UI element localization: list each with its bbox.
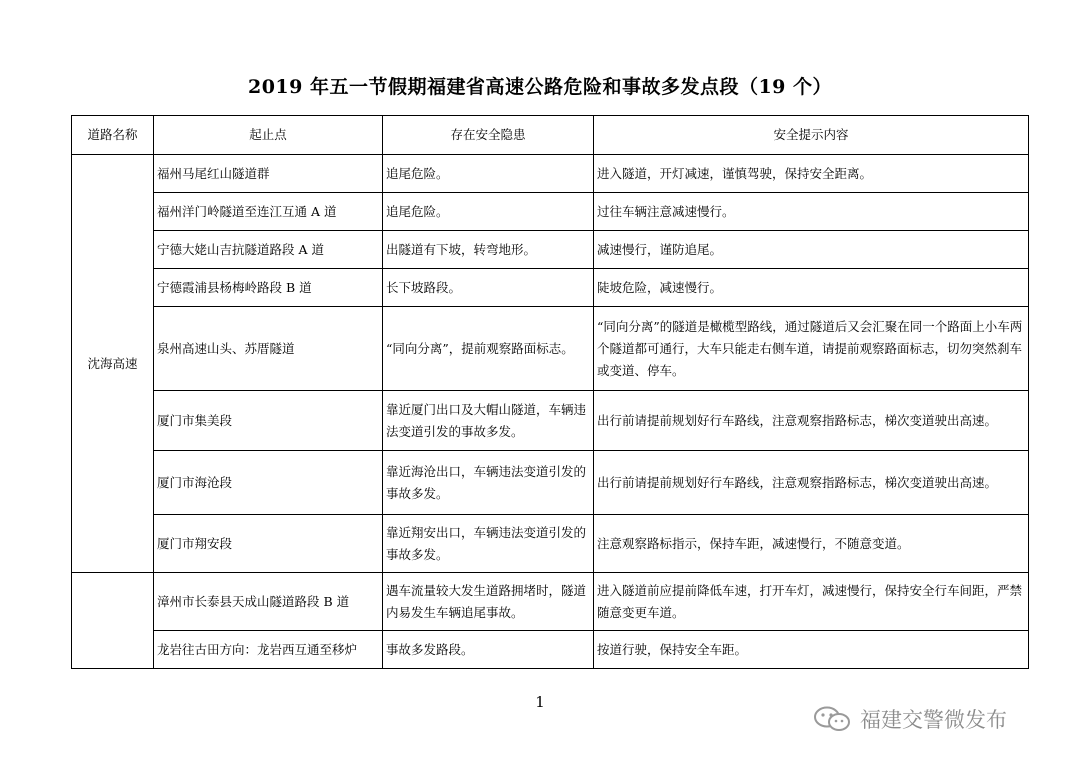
section-cell: 龙岩往古田方向：龙岩西互通至移炉	[154, 631, 383, 669]
section-cell: 宁德霞浦县杨梅岭路段 B 道	[154, 269, 383, 307]
tip-cell: 出行前请提前规划好行车路线，注意观察指路标志，梯次变道驶出高速。	[594, 391, 1029, 451]
hazard-cell: 长下坡路段。	[383, 269, 594, 307]
column-header-hazard: 存在安全隐患	[383, 116, 594, 155]
hazard-cell: 事故多发路段。	[383, 631, 594, 669]
watermark-text: 福建交警微发布	[860, 708, 1007, 732]
road-name-cell: 沈海高速	[72, 155, 154, 573]
hazard-cell: 靠近翔安出口，车辆违法变道引发的事故多发。	[383, 515, 594, 573]
table-row	[72, 231, 1029, 269]
document-title: 2019 年五一节假期福建省高速公路危险和事故多发点段（19 个）	[247, 76, 833, 98]
hazard-cell: 追尾危险。	[383, 193, 594, 231]
tip-cell: 进入隧道前应提前降低车速，打开车灯，减速慢行，保持安全行车间距，严禁随意变更车道。	[594, 573, 1029, 631]
hazard-table	[71, 115, 1029, 669]
table-row	[72, 269, 1029, 307]
hazard-cell: “同向分离”，提前观察路面标志。	[383, 307, 594, 391]
section-cell: 福州洋门岭隧道至连江互通 A 道	[154, 193, 383, 231]
tip-cell: “同向分离”的隧道是橄榄型路线，通过隧道后又会汇聚在同一个路面上小车两个隧道都可通行，大车只能走右侧车道，请提前观察路面标志，切勿突然刹车或变道、停车。	[594, 307, 1029, 391]
hazard-cell: 遇车流量较大发生道路拥堵时，隧道内易发生车辆追尾事故。	[383, 573, 594, 631]
wechat-watermark	[812, 704, 1007, 734]
section-cell: 福州马尾红山隧道群	[154, 155, 383, 193]
table-row	[72, 193, 1029, 231]
table-row	[72, 391, 1029, 451]
tip-cell: 陡坡危险，减速慢行。	[594, 269, 1029, 307]
hazard-cell: 出隧道有下坡，转弯地形。	[383, 231, 594, 269]
table-row	[72, 307, 1029, 391]
wechat-icon	[812, 705, 852, 733]
section-cell: 泉州高速山头、苏厝隧道	[154, 307, 383, 391]
section-cell: 厦门市集美段	[154, 391, 383, 451]
tip-cell: 按道行驶，保持安全车距。	[594, 631, 1029, 669]
table-row	[72, 451, 1029, 515]
hazard-cell: 靠近厦门出口及大帽山隧道，车辆违法变道引发的事故多发。	[383, 391, 594, 451]
column-header-tip: 安全提示内容	[594, 116, 1029, 155]
tip-cell: 出行前请提前规划好行车路线，注意观察指路标志，梯次变道驶出高速。	[594, 451, 1029, 515]
table-row	[72, 573, 1029, 631]
table-row	[72, 515, 1029, 573]
hazard-cell: 追尾危险。	[383, 155, 594, 193]
table-header-row	[72, 116, 1029, 155]
table-row	[72, 155, 1029, 193]
table-row	[72, 631, 1029, 669]
column-header-section: 起止点	[154, 116, 383, 155]
hazard-cell: 靠近海沧出口，车辆违法变道引发的事故多发。	[383, 451, 594, 515]
tip-cell: 进入隧道，开灯减速，谨慎驾驶，保持安全距离。	[594, 155, 1029, 193]
section-cell: 宁德大姥山吉抗隧道路段 A 道	[154, 231, 383, 269]
section-cell: 厦门市翔安段	[154, 515, 383, 573]
tip-cell: 过往车辆注意减速慢行。	[594, 193, 1029, 231]
tip-cell: 减速慢行，谨防追尾。	[594, 231, 1029, 269]
section-cell: 漳州市长泰县天成山隧道路段 B 道	[154, 573, 383, 631]
tip-cell: 注意观察路标指示，保持车距，减速慢行，不随意变道。	[594, 515, 1029, 573]
page-number: 1	[535, 693, 545, 711]
column-header-road: 道路名称	[72, 116, 154, 155]
section-cell: 厦门市海沧段	[154, 451, 383, 515]
road-name-cell	[72, 573, 154, 669]
